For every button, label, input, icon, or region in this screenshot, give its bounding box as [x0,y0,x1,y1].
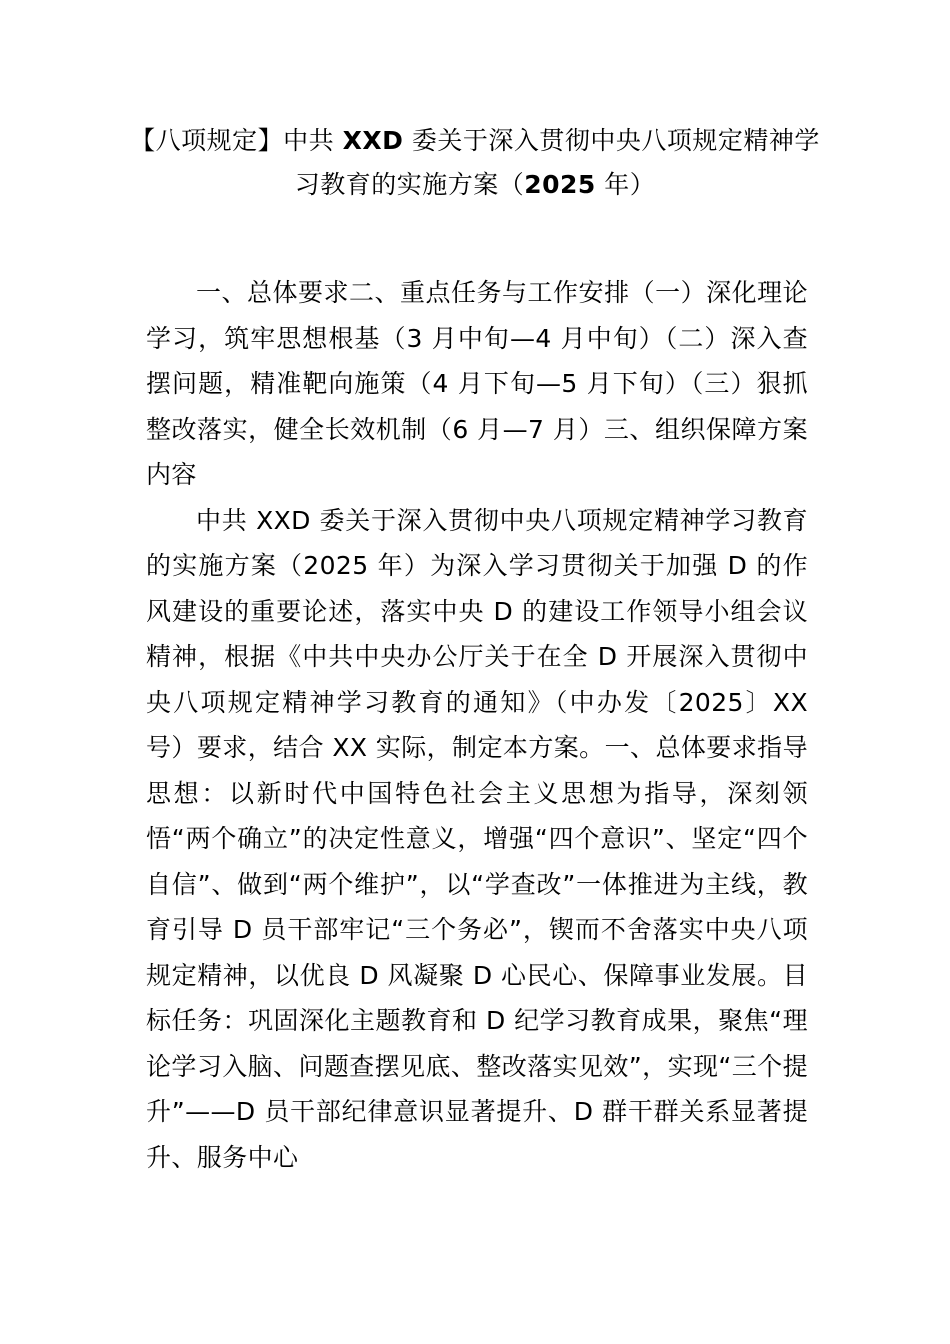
title-part-3: 年） [595,170,656,199]
paragraph-main: 中共 XXD 委关于深入贯彻中央八项规定精神学习教育的实施方案（2025 年）为深入学习贯彻关于加强 D 的作风建设的重要论述，落实中央 D 的建设工作领导小组会议精神，根据《中共中央办公厅关于在全 D 开展深入贯彻中央八项规定精神学习教育的通知》（中办发〔2025〕XX 号）要求，结合 XX 实际，制定本方案。一、总体要求指导思想：以新时代中国特色社会主义思想为指导，深刻领悟“两个确立”的决定性意义，增强“四个意识”、坚定“四个自信”、做到“两个维护”，以“学查改”一体推进为主线，教育引导 D 员干部牢记“三个务必”，锲而不舍落实中央八项规定精神，以优良 D 风凝聚 D 心民心、保障事业发展。目标任务：巩固深化主题教育和 D 纪学习教育成果，聚焦“理论学习入脑、问题查摆见底、整改落实见效”，实现“三个提升”——D 员干部纪律意识显著提升、D 群干群关系显著提升、服务中心 [146,505,808,1172]
title-part-2: 委关于深入贯彻中央八项规定精神学习教育的实施方案（ [294,126,820,199]
paragraph-outline: 一、总体要求二、重点任务与工作安排（一）深化理论学习，筑牢思想根基（3 月中旬—4 月中旬）（二）深入查摆问题，精准靶向施策（4 月下旬—5 月下旬）（三）狠抓整改落实，健全长效机制（6 月—7 月）三、组织保障方案内容 [146,278,808,489]
document-body [146,270,808,1180]
title-org-code: XXD [342,126,404,155]
title-year: 2025 [524,170,596,199]
title-part-1: 【八项规定】中共 [130,126,343,155]
document-title [130,119,820,207]
